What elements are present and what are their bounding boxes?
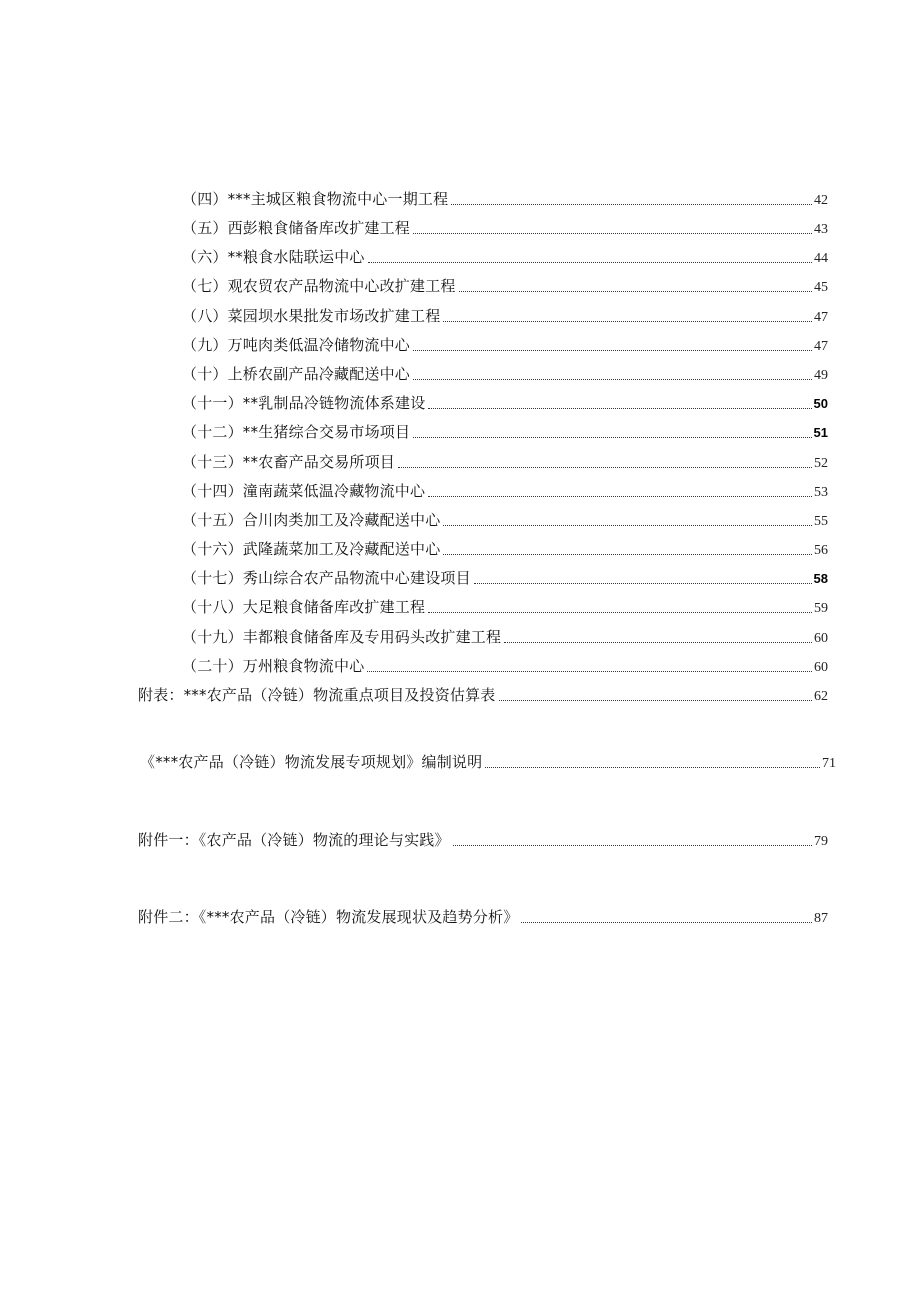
dot-leader bbox=[459, 290, 812, 292]
toc-entry-page: 49 bbox=[814, 368, 828, 383]
toc-entry-page: 62 bbox=[814, 689, 828, 704]
toc-entry-title: （十一）**乳制品冷链物流体系建设 bbox=[182, 394, 426, 412]
dot-leader bbox=[443, 320, 812, 322]
toc-entry-title: （四）***主城区粮食物流中心一期工程 bbox=[182, 190, 449, 208]
toc-entry-page: 59 bbox=[814, 601, 828, 616]
toc-entry[interactable] bbox=[138, 683, 828, 707]
toc-entry-page: 51 bbox=[813, 425, 828, 440]
dot-leader bbox=[398, 466, 812, 468]
dot-leader bbox=[428, 407, 811, 409]
toc-entry-title: 附表：***农产品（冷链）物流重点项目及投资估算表 bbox=[138, 686, 496, 704]
toc-entry[interactable] bbox=[182, 479, 828, 503]
toc-entry-page: 43 bbox=[814, 222, 828, 237]
dot-leader bbox=[428, 611, 812, 613]
toc-entry-title: 附件一：《农产品（冷链）物流的理论与实践》 bbox=[138, 831, 450, 849]
toc-entry-title: （十三）**农畜产品交易所项目 bbox=[182, 453, 396, 471]
dot-leader bbox=[504, 641, 812, 643]
toc-entry-page: 47 bbox=[814, 310, 828, 325]
toc-entry-page: 55 bbox=[814, 514, 828, 529]
toc-entry-title: （十四）潼南蔬菜低温冷藏物流中心 bbox=[182, 482, 426, 500]
toc-entry[interactable] bbox=[182, 420, 828, 444]
toc-entry-title: （七）观农贸农产品物流中心改扩建工程 bbox=[182, 277, 456, 295]
toc-entry-title: （九）万吨肉类低温冷储物流中心 bbox=[182, 336, 411, 354]
toc-entry-title: （十五）合川肉类加工及冷藏配送中心 bbox=[182, 511, 441, 529]
toc-entry[interactable] bbox=[182, 245, 828, 269]
toc-entry[interactable] bbox=[182, 333, 828, 357]
toc-entry[interactable] bbox=[182, 274, 828, 298]
toc-entry[interactable] bbox=[182, 625, 828, 649]
dot-leader bbox=[367, 670, 812, 672]
dot-leader bbox=[413, 232, 812, 234]
toc-entry-page: 60 bbox=[814, 660, 828, 675]
dot-leader bbox=[443, 553, 812, 555]
dot-leader bbox=[453, 844, 812, 846]
toc-entry-title: （八）菜园坝水果批发市场改扩建工程 bbox=[182, 307, 441, 325]
toc-entry[interactable] bbox=[182, 362, 828, 386]
dot-leader bbox=[474, 582, 812, 584]
toc-entry-title: （十）上桥农副产品冷藏配送中心 bbox=[182, 365, 411, 383]
toc-entry[interactable] bbox=[182, 187, 828, 211]
toc-entry-page: 47 bbox=[814, 339, 828, 354]
toc-entry-title: （十二）**生猪综合交易市场项目 bbox=[182, 423, 411, 441]
toc-entry-page: 71 bbox=[822, 756, 836, 771]
toc-entry[interactable] bbox=[140, 750, 836, 774]
toc-entry-page: 60 bbox=[814, 631, 828, 646]
dot-leader bbox=[451, 203, 812, 205]
toc-entry-page: 56 bbox=[814, 543, 828, 558]
toc-entry[interactable] bbox=[182, 216, 828, 240]
dot-leader bbox=[443, 524, 812, 526]
dot-leader bbox=[499, 699, 812, 701]
toc-entry-title: （五）西彭粮食储备库改扩建工程 bbox=[182, 219, 411, 237]
dot-leader bbox=[413, 349, 812, 351]
toc-entry-page: 42 bbox=[814, 193, 828, 208]
dot-leader bbox=[428, 495, 812, 497]
dot-leader bbox=[413, 436, 811, 438]
toc-entry[interactable] bbox=[182, 595, 828, 619]
dot-leader bbox=[413, 378, 812, 380]
toc-entry-title: （十六）武隆蔬菜加工及冷藏配送中心 bbox=[182, 540, 441, 558]
toc-entry[interactable] bbox=[182, 654, 828, 678]
toc-entry[interactable] bbox=[182, 566, 828, 590]
toc-entry-page: 53 bbox=[814, 485, 828, 500]
toc-entry-title: （二十）万州粮食物流中心 bbox=[182, 657, 365, 675]
toc-entry-page: 44 bbox=[814, 251, 828, 266]
toc-entry-page: 45 bbox=[814, 280, 828, 295]
toc-entry[interactable] bbox=[138, 905, 828, 929]
toc-entry-page: 87 bbox=[814, 911, 828, 926]
toc-entry[interactable] bbox=[182, 304, 828, 328]
toc-entry-title: 《***农产品（冷链）物流发展专项规划》编制说明 bbox=[140, 753, 483, 771]
dot-leader bbox=[368, 261, 812, 263]
toc-entry-title: （十九）丰都粮食储备库及专用码头改扩建工程 bbox=[182, 628, 502, 646]
toc-entry-page: 79 bbox=[814, 834, 828, 849]
toc-entry-title: （六）**粮食水陆联运中心 bbox=[182, 248, 365, 266]
toc-entry[interactable] bbox=[138, 828, 828, 852]
toc-entry-page: 52 bbox=[814, 456, 828, 471]
dot-leader bbox=[521, 921, 812, 923]
toc-entry[interactable] bbox=[182, 508, 828, 532]
toc-entry[interactable] bbox=[182, 537, 828, 561]
toc-entry[interactable] bbox=[182, 391, 828, 415]
toc-entry[interactable] bbox=[182, 450, 828, 474]
toc-entry-title: （十八）大足粮食储备库改扩建工程 bbox=[182, 598, 426, 616]
toc-entry-page: 50 bbox=[813, 396, 828, 411]
toc-entry-page: 58 bbox=[813, 571, 828, 586]
dot-leader bbox=[485, 766, 820, 768]
toc-entry-title: （十七）秀山综合农产品物流中心建设项目 bbox=[182, 569, 471, 587]
toc-entry-title: 附件二：《***农产品（冷链）物流发展现状及趋势分析》 bbox=[138, 908, 519, 926]
